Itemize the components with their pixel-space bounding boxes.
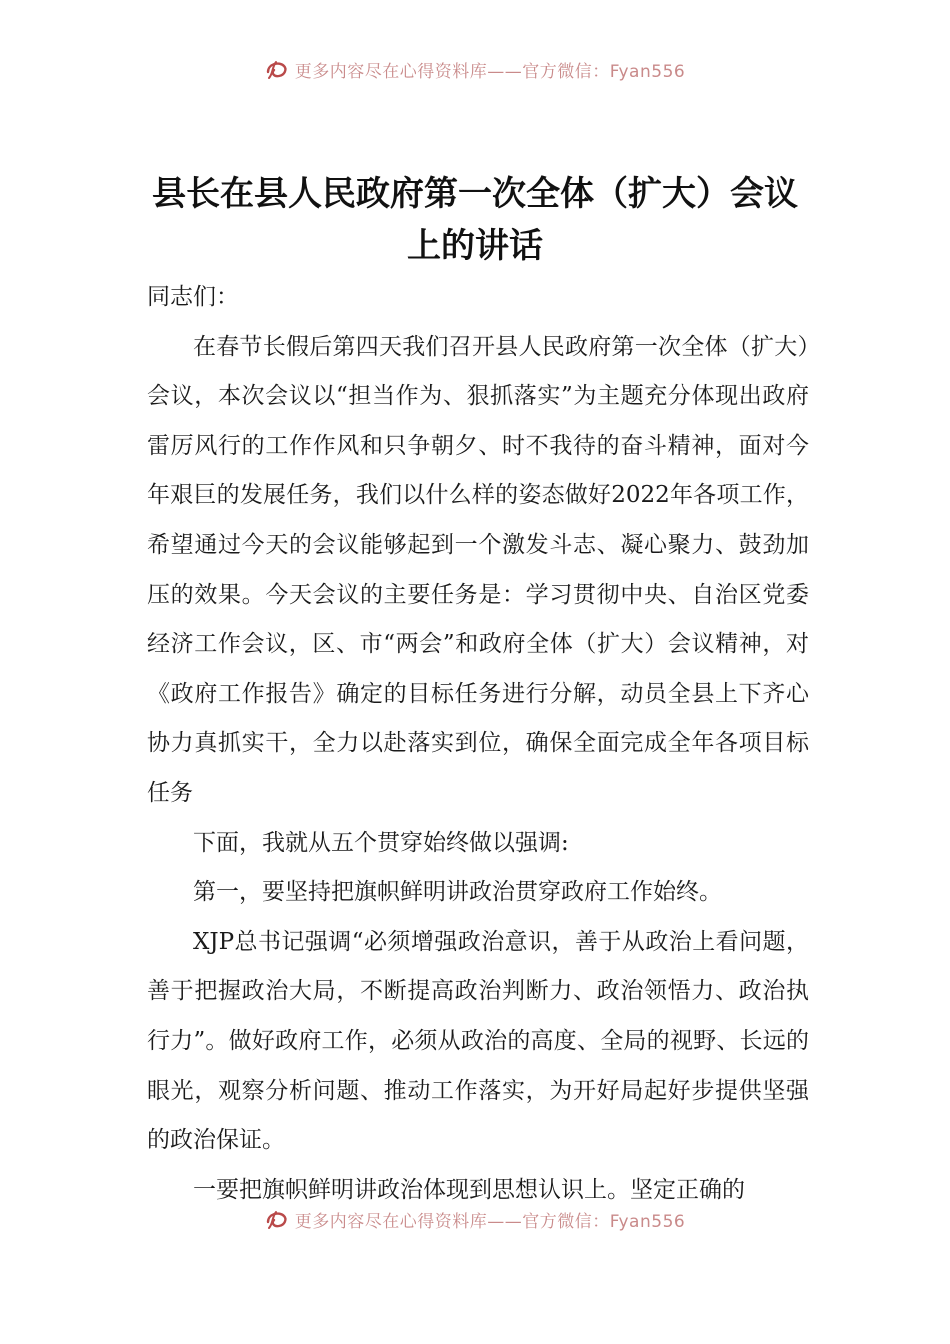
paragraph: XJP总书记强调“必须增强政治意识，善于从政治上看问题，善于把握政治大局，不断提高政治判断力、政治领悟力、政治执行力”。做好政府工作，必须从政治的高度、全局的视野、长远的眼光，观察分析问题、推动工作落实，为开好局起好步提供坚强的政治保证。: [147, 928, 809, 1154]
swirl-logo-icon: [265, 1208, 289, 1230]
watermark-text: 更多内容尽在心得资料库——官方微信：Fyan556: [294, 61, 686, 82]
document-body: [147, 273, 809, 1215]
salutation: 同志们：: [147, 284, 239, 310]
document-title: 县长在县人民政府第一次全体（扩大）会议上的讲话: [152, 174, 798, 266]
paragraph: 第一，要坚持把旗帜鲜明讲政治贯穿政府工作始终。: [193, 879, 722, 906]
paragraph: 在春节长假后第四天我们召开县人民政府第一次全体（扩大）会议，本次会议以“担当作为、狠抓落实”为主题充分体现出政府雷厉风行的工作作风和只争朝夕、时不我待的奋斗精神，面对今年艰巨的发展任务，我们以什么样的姿态做好2022年各项工作，希望通过今天的会议能够起到一个激发斗志、凝心聚力、鼓劲加压的效果。今天会议的主要任务是：学习贯彻中央、自治区党委经济工作会议，区、市“两会”和政府全体（扩大）会议精神，对《政府工作报告》确定的目标任务进行分解，动员全县上下齐心协力真抓实干，全力以赴落实到位，确保全面完成全年各项目标任务: [147, 333, 809, 806]
swirl-logo-icon: [265, 58, 289, 80]
paragraph: 下面，我就从五个贯穿始终做以强调:: [193, 829, 569, 856]
watermark-text: 更多内容尽在心得资料库——官方微信：Fyan556: [294, 1211, 686, 1232]
header-watermark: [0, 56, 950, 82]
footer-watermark: [0, 1206, 950, 1232]
paragraph: 一要把旗帜鲜明讲政治体现到思想认识上。坚定正确的: [193, 1176, 745, 1203]
